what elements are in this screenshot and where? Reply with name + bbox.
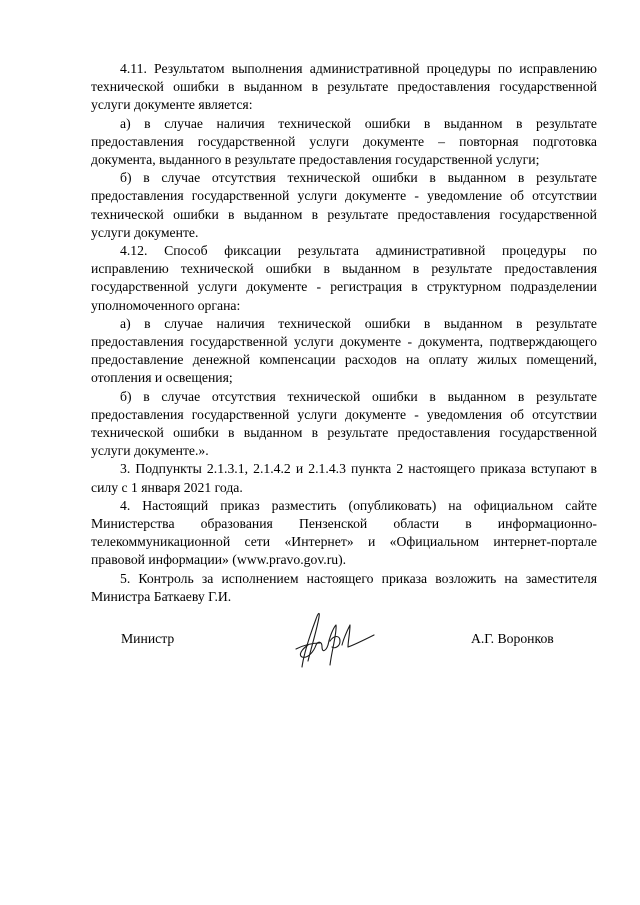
paragraph-4-12-a: а) в случае наличия технической ошибки в выданном в результате предоставления государственной услуги документе - документа, подтверждающего предоставление денежной компенсации расходов на оплату жилых помещений, отопления и освещения; bbox=[91, 315, 597, 386]
paragraph-4: 4. Настоящий приказ разместить (опубликовать) на официальном сайте Министерства образования Пензенской области в информационно-телекоммуникационной сети «Интернет» и «Официальном интернет-портале правовой информации» (www.pravo.gov.ru). bbox=[91, 497, 597, 568]
handwritten-signature bbox=[282, 605, 382, 673]
signatory-name: А.Г. Воронков bbox=[471, 631, 554, 646]
paragraph-5: 5. Контроль за исполнением настоящего приказа возложить на заместителя Министра Баткаеву Г.И. bbox=[91, 570, 597, 604]
paragraph-4-12-b: б) в случае отсутствия технической ошибки в выданном в результате предоставления государственной услуги документе - уведомления об отсутствии технической ошибки в выданном в результате предоставления государственной услуги документе.». bbox=[91, 388, 597, 459]
paragraph-4-11-a: а) в случае наличия технической ошибки в выданном в результате предоставления государственной услуги документе – повторная подготовка документа, выданного в результате предоставления государственной услуги; bbox=[91, 115, 597, 168]
signatory-position: Министр bbox=[121, 631, 175, 646]
document-body bbox=[91, 60, 597, 606]
paragraph-4-11: 4.11. Результатом выполнения административной процедуры по исправлению технической ошибки в выданном в результате предоставления государственной услуги документе является: bbox=[91, 61, 597, 113]
paragraph-4-12: 4.12. Способ фиксации результата административной процедуры по исправлению технической ошибки в выданном в результате предоставления государственной услуги документе - регистрация в структурном подразделении уполномоченного органа: bbox=[91, 243, 597, 313]
signature-block bbox=[0, 605, 640, 685]
paragraph-3: 3. Подпункты 2.1.3.1, 2.1.4.2 и 2.1.4.3 пункта 2 настоящего приказа вступают в силу с 1 января 2021 года. bbox=[91, 461, 597, 495]
paragraph-4-11-b: б) в случае отсутствия технической ошибки в выданном в результате предоставления государственной услуги документе - уведомление об отсутствии технической ошибки в выданном в результате предоставления государственной услуги документе. bbox=[91, 170, 597, 240]
